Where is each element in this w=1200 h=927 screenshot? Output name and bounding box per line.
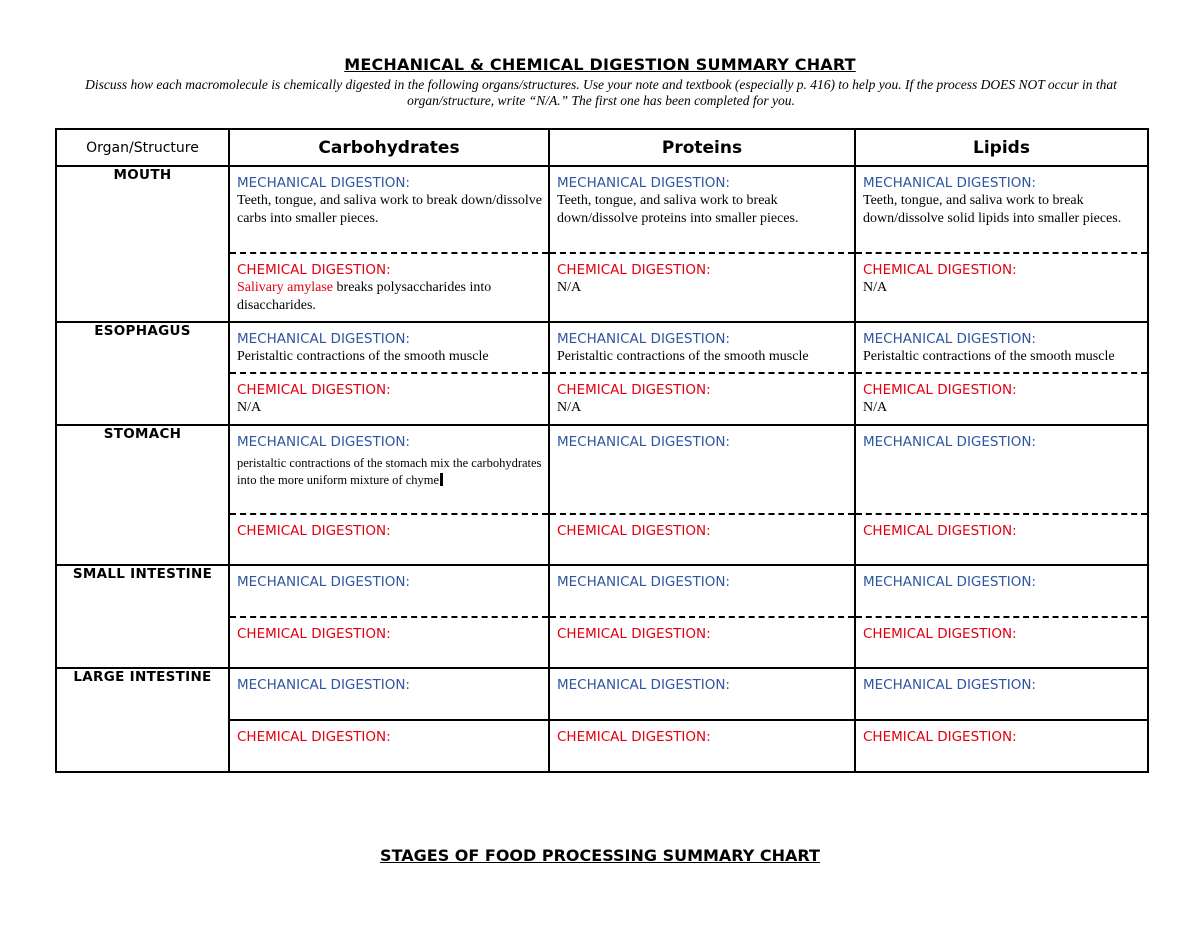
- mechanical-text: Peristaltic contractions of the smooth muscle: [863, 349, 1115, 364]
- cell-proteins[interactable]: [549, 166, 855, 322]
- cell-lipids[interactable]: [855, 425, 1148, 565]
- mechanical-section[interactable]: [230, 566, 548, 618]
- cell-lipids[interactable]: [855, 668, 1148, 772]
- section-title: STAGES OF FOOD PROCESSING SUMMARY CHART: [380, 846, 820, 865]
- chemical-text-rest: breaks polysaccharides into disaccharides.: [237, 280, 492, 313]
- chemical-section[interactable]: [856, 618, 1147, 643]
- chemical-label: CHEMICAL DIGESTION:: [863, 729, 1017, 745]
- chemical-text: N/A: [557, 280, 582, 295]
- chemical-label: CHEMICAL DIGESTION:: [863, 382, 1017, 398]
- mechanical-section[interactable]: [856, 566, 1147, 618]
- chemical-label: CHEMICAL DIGESTION:: [237, 382, 391, 398]
- cell-lipids[interactable]: [855, 565, 1148, 668]
- header-organ: Organ/Structure: [56, 129, 229, 166]
- chemical-text: N/A: [237, 400, 262, 415]
- mechanical-label: MECHANICAL DIGESTION:: [237, 331, 410, 347]
- chemical-section[interactable]: [230, 254, 548, 315]
- chemical-section[interactable]: [230, 374, 548, 417]
- mechanical-label: MECHANICAL DIGESTION:: [237, 574, 410, 590]
- page-title: MECHANICAL & CHEMICAL DIGESTION SUMMARY CHART: [344, 55, 856, 74]
- mechanical-text: Teeth, tongue, and saliva work to break down/dissolve solid lipids into smaller pieces.: [863, 193, 1122, 226]
- mechanical-text: Teeth, tongue, and saliva work to break down/dissolve carbs into smaller pieces.: [237, 193, 543, 226]
- header-row: [56, 129, 1148, 166]
- chemical-section[interactable]: [230, 515, 548, 540]
- organ-label: ESOPHAGUS: [56, 322, 229, 425]
- chemical-label: CHEMICAL DIGESTION:: [237, 523, 391, 539]
- digestion-summary-table: [55, 128, 1149, 773]
- mechanical-text: Peristaltic contractions of the smooth muscle: [237, 349, 489, 364]
- mechanical-section[interactable]: [230, 426, 548, 515]
- header-carbohydrates: Carbohydrates: [229, 129, 549, 166]
- mechanical-label: MECHANICAL DIGESTION:: [557, 574, 730, 590]
- chemical-label: CHEMICAL DIGESTION:: [557, 523, 711, 539]
- mechanical-label: MECHANICAL DIGESTION:: [863, 331, 1036, 347]
- table-row: [56, 322, 1148, 425]
- mechanical-section[interactable]: [550, 426, 854, 515]
- chemical-section[interactable]: [230, 618, 548, 643]
- text-cursor: [440, 473, 443, 486]
- chemical-label: CHEMICAL DIGESTION:: [557, 729, 711, 745]
- mechanical-section[interactable]: [230, 167, 548, 254]
- mechanical-section[interactable]: [856, 167, 1147, 254]
- cell-proteins[interactable]: [549, 322, 855, 425]
- mechanical-label: MECHANICAL DIGESTION:: [557, 331, 730, 347]
- mechanical-label: MECHANICAL DIGESTION:: [863, 574, 1036, 590]
- chemical-section[interactable]: [550, 254, 854, 297]
- mechanical-label: MECHANICAL DIGESTION:: [237, 175, 410, 191]
- chemical-section[interactable]: [550, 515, 854, 540]
- organ-label: MOUTH: [56, 166, 229, 322]
- mechanical-text: Teeth, tongue, and saliva work to break down/dissolve proteins into smaller pieces.: [557, 193, 799, 226]
- table-row: [56, 166, 1148, 322]
- chemical-section[interactable]: [550, 618, 854, 643]
- table-row: [56, 425, 1148, 565]
- chemical-label: CHEMICAL DIGESTION:: [557, 382, 711, 398]
- table-row: [56, 565, 1148, 668]
- mechanical-section[interactable]: [550, 323, 854, 374]
- cell-proteins[interactable]: [549, 668, 855, 772]
- cell-carbohydrates[interactable]: [229, 425, 549, 565]
- mechanical-section[interactable]: [550, 669, 854, 721]
- mechanical-label: MECHANICAL DIGESTION:: [557, 677, 730, 693]
- chemical-text: N/A: [863, 280, 888, 295]
- mechanical-section[interactable]: [550, 566, 854, 618]
- header-lipids: Lipids: [855, 129, 1148, 166]
- cell-carbohydrates[interactable]: [229, 166, 549, 322]
- mechanical-section[interactable]: [856, 669, 1147, 721]
- cell-carbohydrates[interactable]: [229, 668, 549, 772]
- chemical-section[interactable]: [856, 515, 1147, 540]
- chemical-section[interactable]: [550, 374, 854, 417]
- cell-lipids[interactable]: [855, 166, 1148, 322]
- chemical-text: [237, 279, 542, 315]
- organ-label: LARGE INTESTINE: [56, 668, 229, 772]
- chemical-label: CHEMICAL DIGESTION:: [237, 626, 391, 642]
- cell-proteins[interactable]: [549, 425, 855, 565]
- enzyme-name: Salivary amylase: [237, 280, 334, 295]
- mechanical-section[interactable]: [856, 323, 1147, 374]
- chemical-section[interactable]: [856, 254, 1147, 297]
- header-proteins: Proteins: [549, 129, 855, 166]
- mechanical-text: [237, 455, 542, 489]
- mechanical-label: MECHANICAL DIGESTION:: [557, 175, 730, 191]
- chemical-label: CHEMICAL DIGESTION:: [863, 523, 1017, 539]
- chemical-section[interactable]: [856, 374, 1147, 417]
- cell-carbohydrates[interactable]: [229, 322, 549, 425]
- mechanical-section[interactable]: [550, 167, 854, 254]
- cell-lipids[interactable]: [855, 322, 1148, 425]
- mechanical-section[interactable]: [230, 323, 548, 374]
- table-row: [56, 668, 1148, 772]
- cell-proteins[interactable]: [549, 565, 855, 668]
- cell-carbohydrates[interactable]: [229, 565, 549, 668]
- organ-label: STOMACH: [56, 425, 229, 565]
- chemical-text: N/A: [863, 400, 888, 415]
- mechanical-label: MECHANICAL DIGESTION:: [557, 434, 730, 450]
- mechanical-label: MECHANICAL DIGESTION:: [863, 434, 1036, 450]
- mechanical-label: MECHANICAL DIGESTION:: [237, 677, 410, 693]
- mechanical-label: MECHANICAL DIGESTION:: [863, 677, 1036, 693]
- chemical-label: CHEMICAL DIGESTION:: [557, 626, 711, 642]
- mechanical-text-content: peristaltic contractions of the stomach mix the carbohydrates into the more uniform mixture of chyme: [237, 456, 542, 487]
- mechanical-label: MECHANICAL DIGESTION:: [863, 175, 1036, 191]
- chemical-section[interactable]: [856, 721, 1147, 746]
- mechanical-section[interactable]: [230, 669, 548, 721]
- instructions: Discuss how each macromolecule is chemically digested in the following organs/structures. Use your note and textbook (especially p. 416) to help you. If the process DOES NOT occur in that organ/structure, write “N/A.” The first one has been completed for you.: [85, 77, 1117, 108]
- organ-label: SMALL INTESTINE: [56, 565, 229, 668]
- chemical-label: CHEMICAL DIGESTION:: [863, 626, 1017, 642]
- chemical-label: CHEMICAL DIGESTION:: [237, 729, 391, 745]
- chemical-section[interactable]: [230, 721, 548, 746]
- chemical-label: CHEMICAL DIGESTION:: [237, 262, 391, 278]
- chemical-label: CHEMICAL DIGESTION:: [557, 262, 711, 278]
- chemical-label: CHEMICAL DIGESTION:: [863, 262, 1017, 278]
- chemical-section[interactable]: [550, 721, 854, 746]
- mechanical-section[interactable]: [856, 426, 1147, 515]
- mechanical-text: Peristaltic contractions of the smooth muscle: [557, 349, 809, 364]
- mechanical-label: MECHANICAL DIGESTION:: [237, 434, 410, 450]
- chemical-text: N/A: [557, 400, 582, 415]
